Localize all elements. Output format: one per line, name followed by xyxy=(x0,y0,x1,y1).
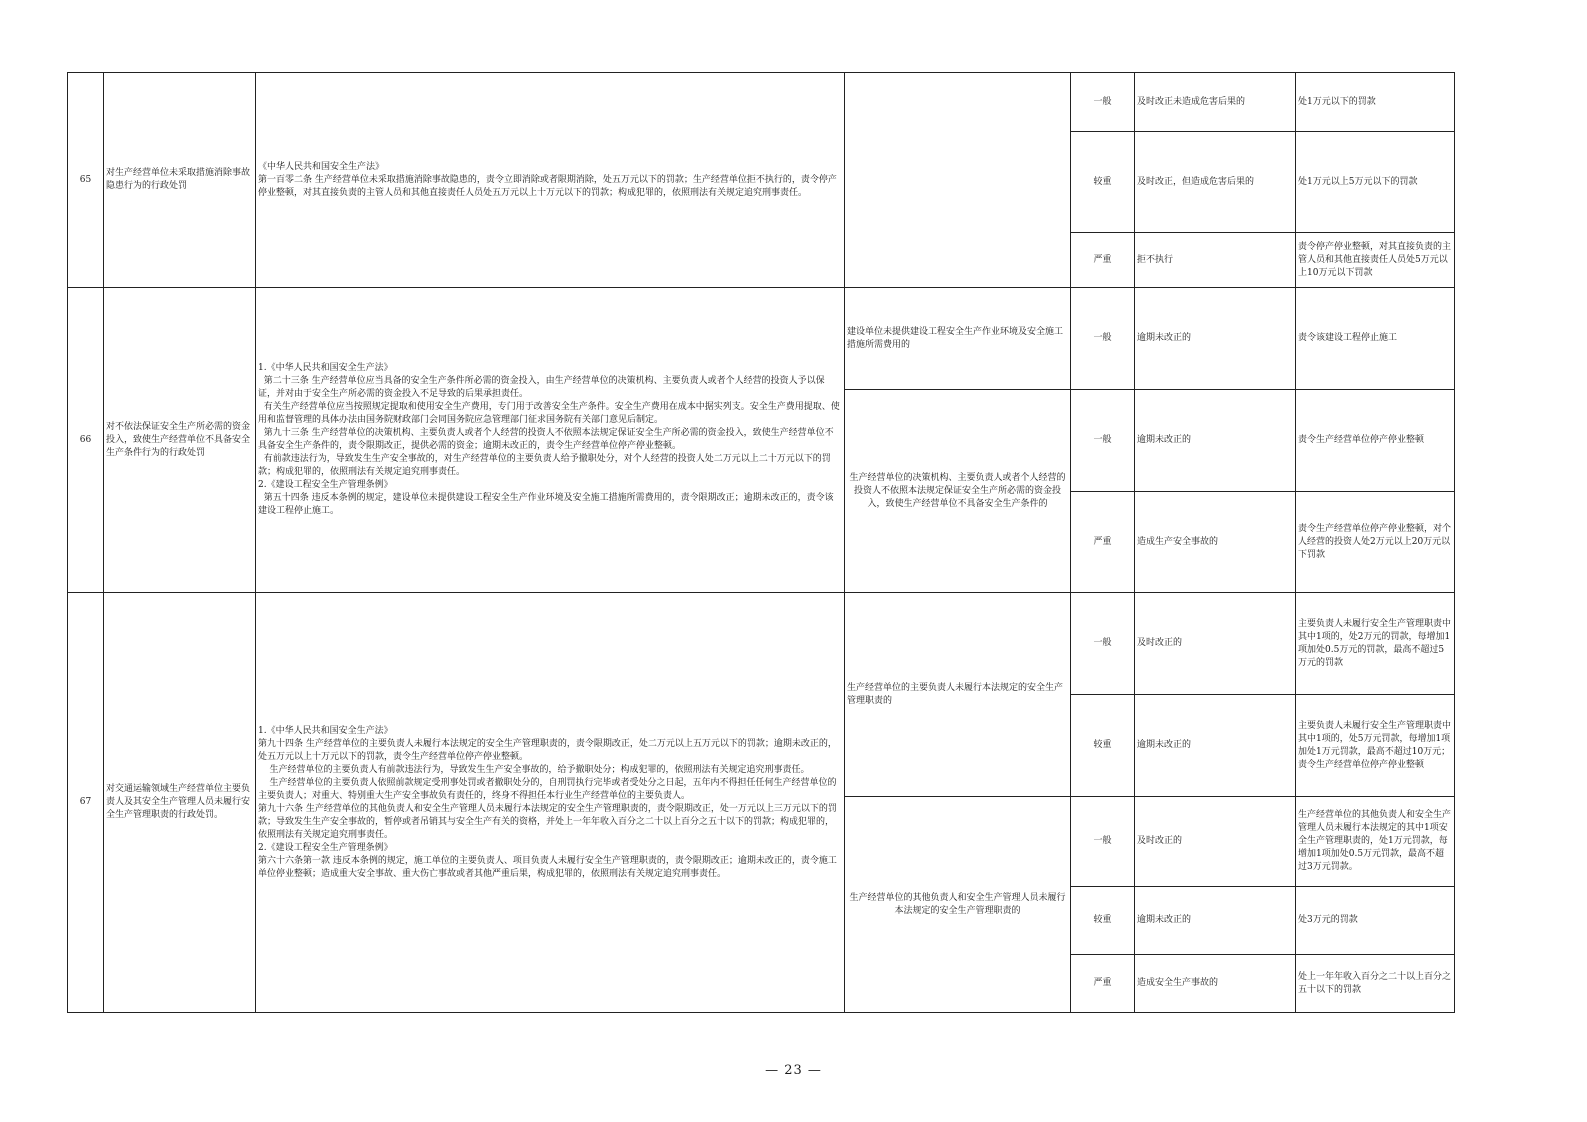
severity-level: 一般 xyxy=(1071,288,1135,390)
circumstance: 逾期未改正的 xyxy=(1135,887,1296,955)
penalty-standard: 处1万元以下的罚款 xyxy=(1296,73,1455,132)
circumstance: 逾期未改正的 xyxy=(1135,695,1296,797)
penalty-matter: 对不依法保证安全生产所必需的资金投入，致使生产经营单位不具备安全生产条件行为的行政处罚 xyxy=(104,288,256,593)
penalty-table xyxy=(67,72,1455,1013)
severity-level: 一般 xyxy=(1071,593,1135,695)
row-number: 67 xyxy=(68,593,104,1013)
circumstance: 及时改正，但造成危害后果的 xyxy=(1135,132,1296,233)
page-number: — 23 — xyxy=(765,1063,822,1078)
circumstance: 拒不执行 xyxy=(1135,233,1296,288)
table-row xyxy=(68,73,1455,132)
table-row xyxy=(68,593,1455,695)
penalty-standard: 主要负责人未履行安全生产管理职责中其中1项的，处2万元的罚款，每增加1项加处0.5万元的罚款，最高不超过5万元的罚款 xyxy=(1296,593,1455,695)
penalty-standard: 主要负责人未履行安全生产管理职责中其中1项的，处5万元罚款，每增加1项加处1万元罚款，最高不超过10万元；责令生产经营单位停产停业整顿 xyxy=(1296,695,1455,797)
violation-situation: 生产经营单位的决策机构、主要负责人或者个人经营的投资人不依照本法规定保证安全生产所必需的资金投入，致使生产经营单位不具备安全生产条件的 xyxy=(845,390,1071,593)
legal-basis: 1.《中华人民共和国安全生产法》 第九十四条 生产经营单位的主要负责人未履行本法规定的安全生产管理职责的，责令限期改正，处二万元以上五万元以下的罚款；逾期未改正的，处五万元以上十万元以下的罚款，责令生产经营单位停产停业整顿。 生产经营单位的主要负责人有前款违法行为，导致发生生产安全事故的，给予撤职处分；构成犯罪的，依照刑法有关规定追究刑事责任。 生产经营单位的主要负责人依照前款规定受刑事处罚或者撤职处分的，自刑罚执行完毕或者受处分之日起，五年内不得担任任何生产经营单位的主要负责人；对重大、特别重大生产安全事故负有责任的，终身不得担任本行业生产经营单位的主要负责人。 第九十六条 生产经营单位的其他负责人和安全生产管理人员未履行本法规定的安全生产管理职责的，责令限期改正，处一万元以上三万元以下的罚款；导致发生生产安全事故的，暂停或者吊销其与安全生产有关的资格，并处上一年年收入百分之二十以上百分之五十以下的罚款；构成犯罪的，依照刑法有关规定追究刑事责任。 2.《建设工程安全生产管理条例》 第六十六条第一款 违反本条例的规定，施工单位的主要负责人、项目负责人未履行安全生产管理职责的，责令限期改正；逾期未改正的，责令施工单位停业整顿；造成重大安全事故、重大伤亡事故或者其他严重后果，构成犯罪的，依照刑法有关规定追究刑事责任。 xyxy=(256,593,845,1013)
penalty-standard: 责令该建设工程停止施工 xyxy=(1296,288,1455,390)
penalty-standard: 生产经营单位的其他负责人和安全生产管理人员未履行本法规定的其中1项安全生产管理职责的，处1万元罚款，每增加1项加处0.5万元罚款，最高不超过3万元罚款。 xyxy=(1296,797,1455,887)
severity-level: 一般 xyxy=(1071,797,1135,887)
penalty-standard: 处1万元以上5万元以下的罚款 xyxy=(1296,132,1455,233)
circumstance: 造成生产安全事故的 xyxy=(1135,492,1296,593)
circumstance: 逾期未改正的 xyxy=(1135,390,1296,492)
circumstance: 及时改正的 xyxy=(1135,593,1296,695)
table-row xyxy=(68,288,1455,390)
severity-level: 一般 xyxy=(1071,390,1135,492)
severity-level: 较重 xyxy=(1071,132,1135,233)
violation-situation xyxy=(845,73,1071,288)
circumstance: 造成安全生产事故的 xyxy=(1135,955,1296,1013)
row-number: 65 xyxy=(68,73,104,288)
severity-level: 严重 xyxy=(1071,955,1135,1013)
severity-level: 严重 xyxy=(1071,492,1135,593)
penalty-standard: 责令停产停业整顿，对其直接负责的主管人员和其他直接责任人员处5万元以上10万元以下罚款 xyxy=(1296,233,1455,288)
violation-situation: 生产经营单位的主要负责人未履行本法规定的安全生产管理职责的 xyxy=(845,593,1071,797)
penalty-standard: 处上一年年收入百分之二十以上百分之五十以下的罚款 xyxy=(1296,955,1455,1013)
penalty-standard: 处3万元的罚款 xyxy=(1296,887,1455,955)
circumstance: 及时改正的 xyxy=(1135,797,1296,887)
row-number: 66 xyxy=(68,288,104,593)
legal-basis: 1.《中华人民共和国安全生产法》 第二十三条 生产经营单位应当具备的安全生产条件所必需的资金投入，由生产经营单位的决策机构、主要负责人或者个人经营的投资人予以保证，并对由于安全生产所必需的资金投入不足导致的后果承担责任。 有关生产经营单位应当按照规定提取和使用安全生产费用，专门用于改善安全生产条件。安全生产费用在成本中据实列支。安全生产费用提取、使用和监督管理的具体办法由国务院财政部门会同国务院应急管理部门征求国务院有关部门意见后制定。 第九十三条 生产经营单位的决策机构、主要负责人或者个人经营的投资人不依照本法规定保证安全生产所必需的资金投入，致使生产经营单位不具备安全生产条件的，责令限期改正，提供必需的资金；逾期未改正的，责令生产经营单位停产停业整顿。 有前款违法行为，导致发生生产安全事故的，对生产经营单位的主要负责人给予撤职处分，对个人经营的投资人处二万元以上二十万元以下的罚款；构成犯罪的，依照刑法有关规定追究刑事责任。 2.《建设工程安全生产管理条例》 第五十四条 违反本条例的规定，建设单位未提供建设工程安全生产作业环境及安全施工措施所需费用的，责令限期改正；逾期未改正的，责令该建设工程停止施工。 xyxy=(256,288,845,593)
legal-basis: 《中华人民共和国安全生产法》 第一百零二条 生产经营单位未采取措施消除事故隐患的，责令立即消除或者限期消除，处五万元以下的罚款；生产经营单位拒不执行的，责令停产停业整顿，对其直接负责的主管人员和其他直接责任人员处五万元以上十万元以下的罚款；构成犯罪的，依照刑法有关规定追究刑事责任。 xyxy=(256,73,845,288)
penalty-standard: 责令生产经营单位停产停业整顿 xyxy=(1296,390,1455,492)
violation-situation: 生产经营单位的其他负责人和安全生产管理人员未履行本法规定的安全生产管理职责的 xyxy=(845,797,1071,1013)
penalty-standard: 责令生产经营单位停产停业整顿，对个人经营的投资人处2万元以上20万元以下罚款 xyxy=(1296,492,1455,593)
severity-level: 较重 xyxy=(1071,887,1135,955)
severity-level: 严重 xyxy=(1071,233,1135,288)
penalty-matter: 对生产经营单位未采取措施消除事故隐患行为的行政处罚 xyxy=(104,73,256,288)
penalty-matter: 对交通运输领域生产经营单位主要负责人及其安全生产管理人员未履行安全生产管理职责的行政处罚。 xyxy=(104,593,256,1013)
severity-level: 一般 xyxy=(1071,73,1135,132)
circumstance: 及时改正未造成危害后果的 xyxy=(1135,73,1296,132)
severity-level: 较重 xyxy=(1071,695,1135,797)
circumstance: 逾期未改正的 xyxy=(1135,288,1296,390)
violation-situation: 建设单位未提供建设工程安全生产作业环境及安全施工措施所需费用的 xyxy=(845,288,1071,390)
